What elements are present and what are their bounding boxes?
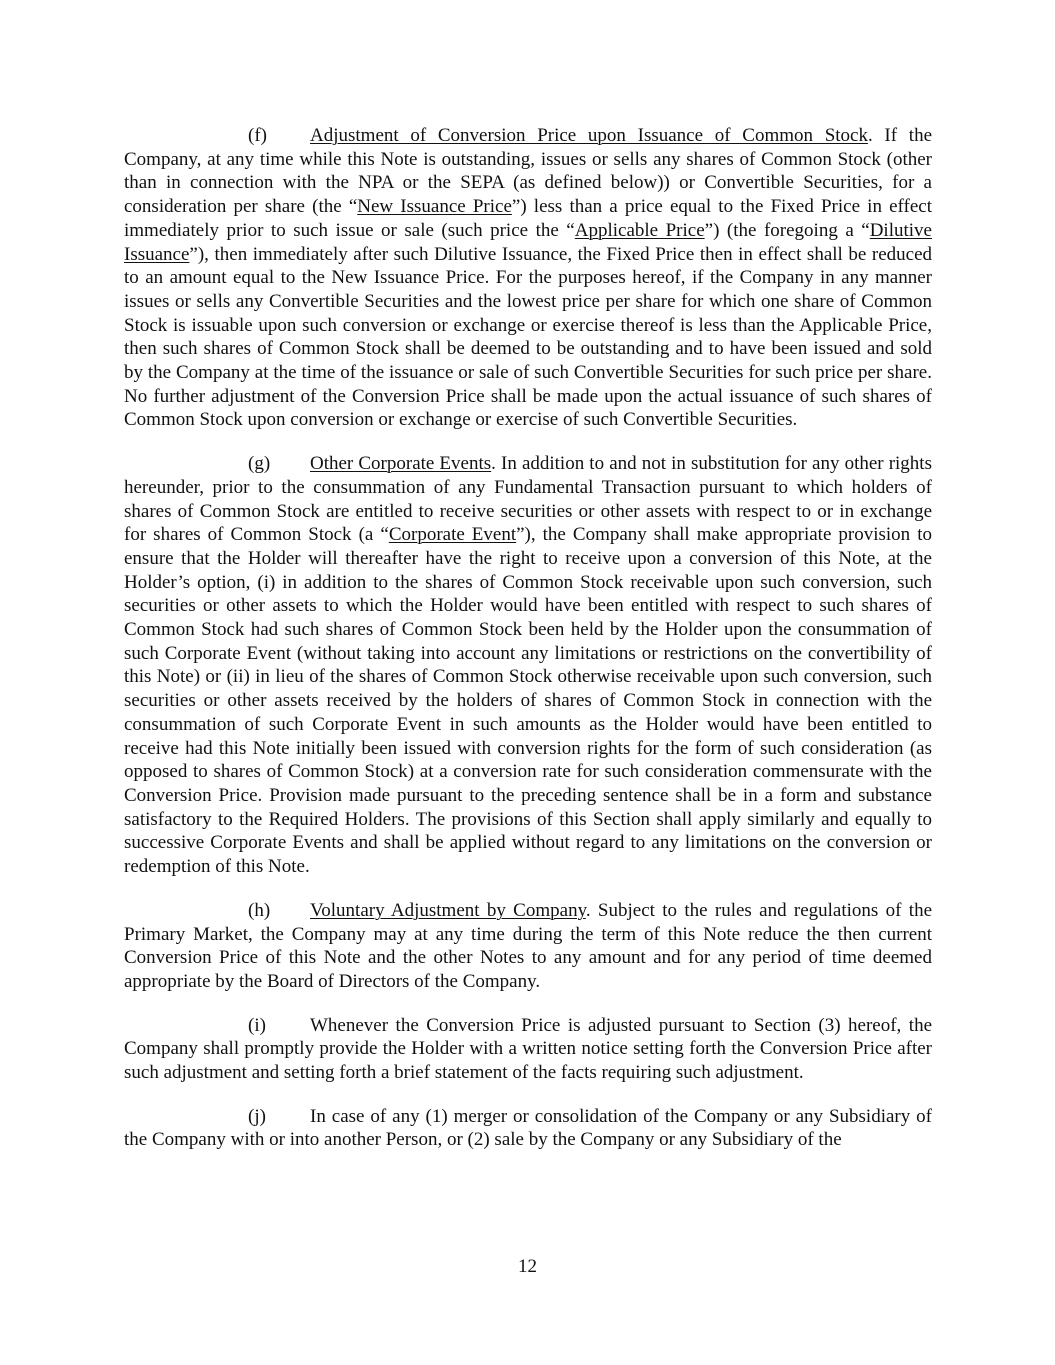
paragraph-text: Whenever the Conversion Price is adjusted pursuant to Section (3) hereof, the Company shall promptly provide the Holder with a written notice setting forth the Conversion Price after such adjustment and setting forth a brief statement of the facts requiring such adjustment.	[124, 1014, 932, 1084]
paragraph-number: (h)	[248, 899, 271, 921]
paragraph-text: In case of any (1) merger or consolidation of the Company or any Subsidiary of the Company with or into another Person, or (2) sale by the Company or any Subsidiary of the	[124, 1105, 932, 1151]
paragraph-number: (f)	[248, 125, 267, 146]
paragraph-j	[124, 1105, 932, 1152]
section-heading: Adjustment of Conversion Price upon Issuance of Common Stock	[310, 125, 868, 146]
document-page	[124, 124, 932, 1172]
paragraph-f	[124, 124, 932, 432]
defined-term: Corporate Event	[388, 524, 517, 546]
paragraph-h	[124, 899, 932, 994]
paragraph-number: (i)	[248, 1014, 266, 1036]
paragraph-text: . Subject to the rules and regulations of the Primary Market, the Company may at any time during the term of this Note reduce the then current Conversion Price of this Note and the other Notes to any amount and for any period of time deemed appropriate by the Board of Directors of the Company.	[124, 899, 933, 992]
defined-term: New Issuance Price	[357, 196, 512, 218]
paragraph-text: ”), the Company shall make appropriate provision to ensure that the Holder will thereafter have the right to receive upon a conversion of this Note, at the Holder’s option, (i) in addition to the shares of Common Stock receivable upon such conversion, such securities or other assets to which the Holder would have been entitled with respect to such shares of Common Stock had such shares of Common Stock been held by the Holder upon the consummation of such Corporate Event (without taking into account any limitations or restrictions on the convertibility of this Note) or (ii) in lieu of the shares of Common Stock otherwise receivable upon such conversion, such securities or other assets received by the holders of shares of Common Stock in connection with the consummation of such Corporate Event in such amounts as the Holder would have been entitled to receive had this Note initially been issued with conversion rights for the form of such consideration (as opposed to shares of Common Stock) at a conversion rate for such consideration commensurate with the Conversion Price. Provision made pursuant to the preceding sentence shall be in a form and substance satisfactory to the Required Holders. The provisions of this Section shall apply similarly and equally to successive Corporate Events and shall be applied without regard to any limitations on the conversion or redemption of this Note.	[124, 524, 932, 878]
paragraph-text: ”) (the foregoing a “	[704, 219, 870, 241]
paragraph-text: . If the Company, at any time while this Note is outstanding, issues or sells any shares of Common Stock (other than in connection with the NPA or the SEPA (as defined below)) or Convertible Securities, for a consideration per share (the “	[124, 125, 932, 218]
defined-term: Dilutive Issuance	[124, 219, 932, 265]
paragraph-number: (j)	[248, 1105, 266, 1127]
paragraph-g	[124, 452, 932, 879]
page-number: 12	[518, 1256, 537, 1277]
section-heading: Voluntary Adjustment by Company	[310, 899, 586, 921]
paragraph-text: . In addition to and not in substitution for any other rights hereunder, prior to the consummation of any Fundamental Transaction pursuant to which holders of shares of Common Stock are entitled to receive securities or other assets with respect to or in exchange for shares of Common Stock (a “	[124, 453, 932, 546]
defined-term: Applicable Price	[574, 219, 705, 241]
paragraph-number: (g)	[248, 453, 271, 475]
section-heading: Other Corporate Events	[310, 453, 492, 475]
paragraph-text: ”) less than a price equal to the Fixed Price in effect immediately prior to such issue or sale (such price the “	[124, 196, 932, 241]
paragraph-i	[124, 1014, 932, 1085]
paragraph-text: ”), then immediately after such Dilutive Issuance, the Fixed Price then in effect shall be reduced to an amount equal to the New Issuance Price. For the purposes hereof, if the Company in any manner issues or sells any Convertible Securities and the lowest price per share for which one share of Common Stock is issuable upon such conversion or exchange or exercise thereof is less than the Applicable Price, then such shares of Common Stock shall be deemed to be outstanding and to have been issued and sold by the Company at the time of the issuance or sale of such Convertible Securities for such price per share. No further adjustment of the Conversion Price shall be made upon the actual issuance of such shares of Common Stock upon conversion or exchange or exercise of such Convertible Securities.	[124, 243, 932, 431]
